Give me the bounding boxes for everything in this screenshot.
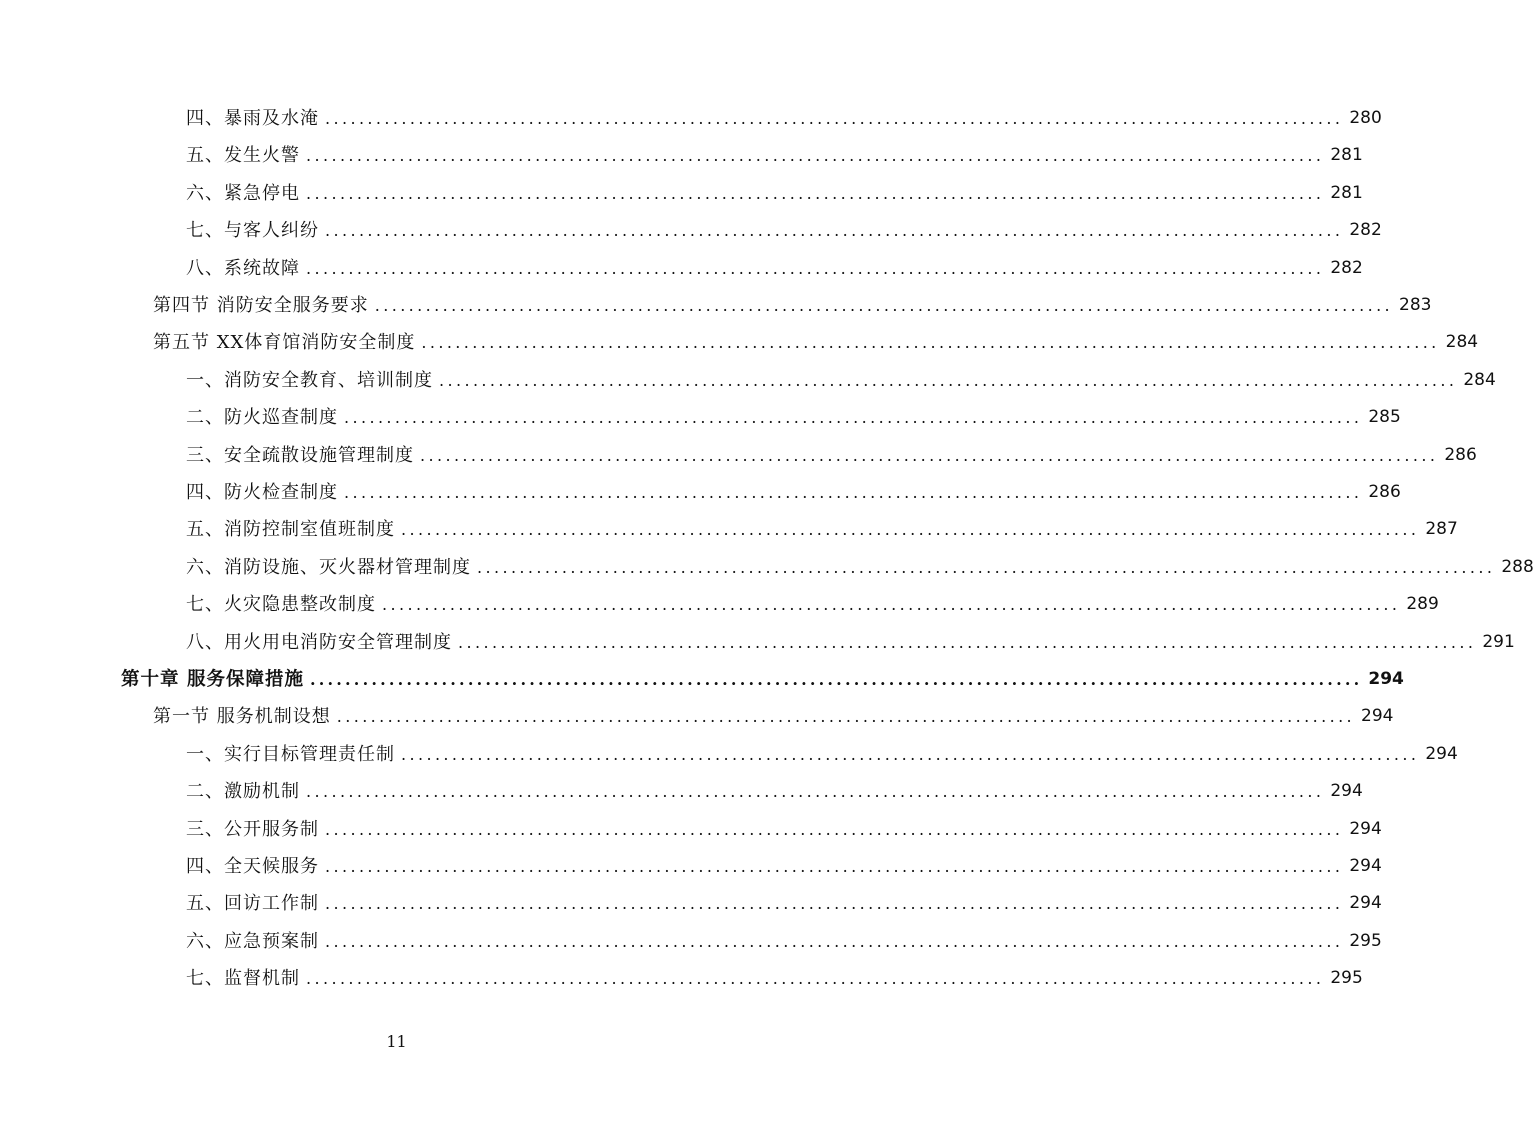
toc-entry-page: 286 (1444, 444, 1477, 465)
toc-entry-label: 五、回访工作制 (186, 893, 319, 915)
toc-entry (186, 736, 1458, 773)
toc-entry-label: 六、消防设施、灭火器材管理制度 (186, 556, 471, 578)
toc-leader-dots: ........................................................................................................................ (477, 557, 1496, 577)
toc-entry (186, 175, 1363, 212)
toc-leader-dots: ........................................................................................................................ (421, 333, 1440, 353)
toc-entry (186, 250, 1363, 287)
toc-entry-page: 282 (1330, 257, 1363, 278)
toc-entry (186, 399, 1401, 436)
toc-leader-dots: ........................................................................................................................ (325, 221, 1344, 241)
toc-leader-dots: ........................................................................................................................ (325, 857, 1344, 876)
toc-entry (186, 100, 1382, 137)
toc-entry-page: 282 (1349, 220, 1382, 241)
toc-leader-dots: ........................................................................................................................ (325, 894, 1344, 914)
toc-entry (186, 362, 1496, 399)
toc-entry-label: 一、消防安全教育、培训制度 (186, 369, 433, 391)
toc-leader-dots: ........................................................................................................................ (325, 819, 1344, 839)
toc-leader-dots: ........................................................................................................................ (325, 931, 1344, 951)
toc-leader-dots: ........................................................................................................................ (401, 520, 1420, 540)
toc-leader-dots: ........................................................................................................................ (374, 296, 1394, 315)
toc-entry-page: 283 (1399, 295, 1432, 315)
toc-entry-label: 四、防火检查制度 (186, 482, 338, 503)
toc-leader-dots: ........................................................................................................................ (344, 408, 1363, 428)
toc-entry-label: 四、全天候服务 (186, 856, 319, 877)
toc-entry (186, 437, 1477, 474)
toc-entry (186, 811, 1382, 848)
toc-entry (153, 698, 1394, 735)
toc-entry-label: 第五节 XX体育馆消防安全制度 (153, 332, 416, 354)
toc-entry (186, 137, 1363, 174)
toc-entry (186, 960, 1363, 997)
toc-entry-page: 286 (1368, 482, 1401, 502)
toc-leader-dots: ........................................................................................................................ (306, 146, 1325, 166)
toc-entry (121, 661, 1404, 698)
toc-entry (186, 848, 1382, 885)
toc-entry (186, 586, 1439, 623)
toc-entry-page: 281 (1330, 145, 1363, 166)
toc-entry-page: 294 (1330, 781, 1363, 802)
toc-entry (153, 287, 1432, 324)
toc-leader-dots: ........................................................................................................................ (458, 632, 1477, 652)
toc-entry-page: 294 (1368, 669, 1404, 689)
toc-entry-page: 294 (1425, 743, 1458, 764)
toc-entry-label: 五、发生火警 (186, 145, 300, 167)
toc-entry-label: 八、系统故障 (186, 257, 300, 279)
toc-entry-page: 294 (1349, 856, 1382, 876)
toc-entry-page: 281 (1330, 182, 1363, 203)
toc-leader-dots: ........................................................................................................................ (344, 483, 1363, 502)
toc-entry-page: 291 (1482, 631, 1515, 652)
toc-entry-label: 第十章 服务保障措施 (121, 669, 304, 690)
toc-entry-label: 七、与客人纠纷 (186, 220, 319, 242)
toc-entry (186, 923, 1382, 960)
toc-leader-dots: ........................................................................................................................ (309, 670, 1363, 689)
toc-entry-page: 288 (1501, 556, 1534, 577)
toc-entry-page: 294 (1361, 706, 1394, 727)
toc-entry-page: 294 (1349, 818, 1382, 839)
toc-entry-page: 294 (1349, 893, 1382, 914)
toc-leader-dots: ........................................................................................................................ (420, 445, 1439, 465)
toc-entry-page: 295 (1330, 968, 1363, 989)
toc-entry-label: 第一节 服务机制设想 (153, 706, 331, 728)
toc-entry-page: 284 (1463, 369, 1496, 390)
toc-entry (186, 212, 1382, 249)
toc-entry-label: 三、安全疏散设施管理制度 (186, 444, 414, 466)
toc-leader-dots: ........................................................................................................................ (401, 744, 1420, 764)
toc-entry-page: 280 (1349, 108, 1382, 128)
page-number: 11 (386, 1032, 407, 1051)
toc-entry-label: 八、用火用电消防安全管理制度 (186, 631, 452, 653)
toc-entry-label: 四、暴雨及水淹 (186, 108, 319, 129)
toc-entry (153, 324, 1479, 361)
toc-entry (186, 885, 1382, 922)
toc-leader-dots: ........................................................................................................................ (306, 969, 1325, 989)
toc-entry-page: 289 (1406, 594, 1439, 615)
toc-leader-dots: ........................................................................................................................ (336, 707, 1356, 727)
toc-entry-label: 六、应急预案制 (186, 930, 319, 952)
toc-entry-label: 七、监督机制 (186, 968, 300, 990)
toc-entry (186, 773, 1363, 810)
toc-entry-label: 二、激励机制 (186, 781, 300, 803)
toc-entry (186, 474, 1401, 511)
toc-leader-dots: ........................................................................................................................ (306, 183, 1325, 203)
toc-entry-label: 一、实行目标管理责任制 (186, 743, 395, 765)
toc-entry (186, 549, 1534, 586)
toc-entry-label: 三、公开服务制 (186, 818, 319, 840)
toc-entry-label: 七、火灾隐患整改制度 (186, 594, 376, 616)
toc-entry (186, 624, 1515, 661)
toc-leader-dots: ........................................................................................................................ (325, 109, 1344, 128)
toc-entry-page: 287 (1425, 519, 1458, 540)
toc-leader-dots: ........................................................................................................................ (306, 782, 1325, 802)
toc-entry-label: 五、消防控制室值班制度 (186, 519, 395, 541)
toc-entry-label: 第四节 消防安全服务要求 (153, 295, 369, 316)
toc-leader-dots: ........................................................................................................................ (306, 258, 1325, 278)
toc-entry-label: 六、紧急停电 (186, 182, 300, 204)
toc-entry-page: 284 (1445, 332, 1479, 353)
toc-leader-dots: ........................................................................................................................ (439, 370, 1458, 390)
toc-entry-page: 285 (1368, 407, 1401, 428)
toc-entry (186, 511, 1458, 548)
toc-leader-dots: ........................................................................................................................ (382, 595, 1401, 615)
toc-entry-label: 二、防火巡查制度 (186, 407, 338, 429)
toc-entry-page: 295 (1349, 930, 1382, 951)
